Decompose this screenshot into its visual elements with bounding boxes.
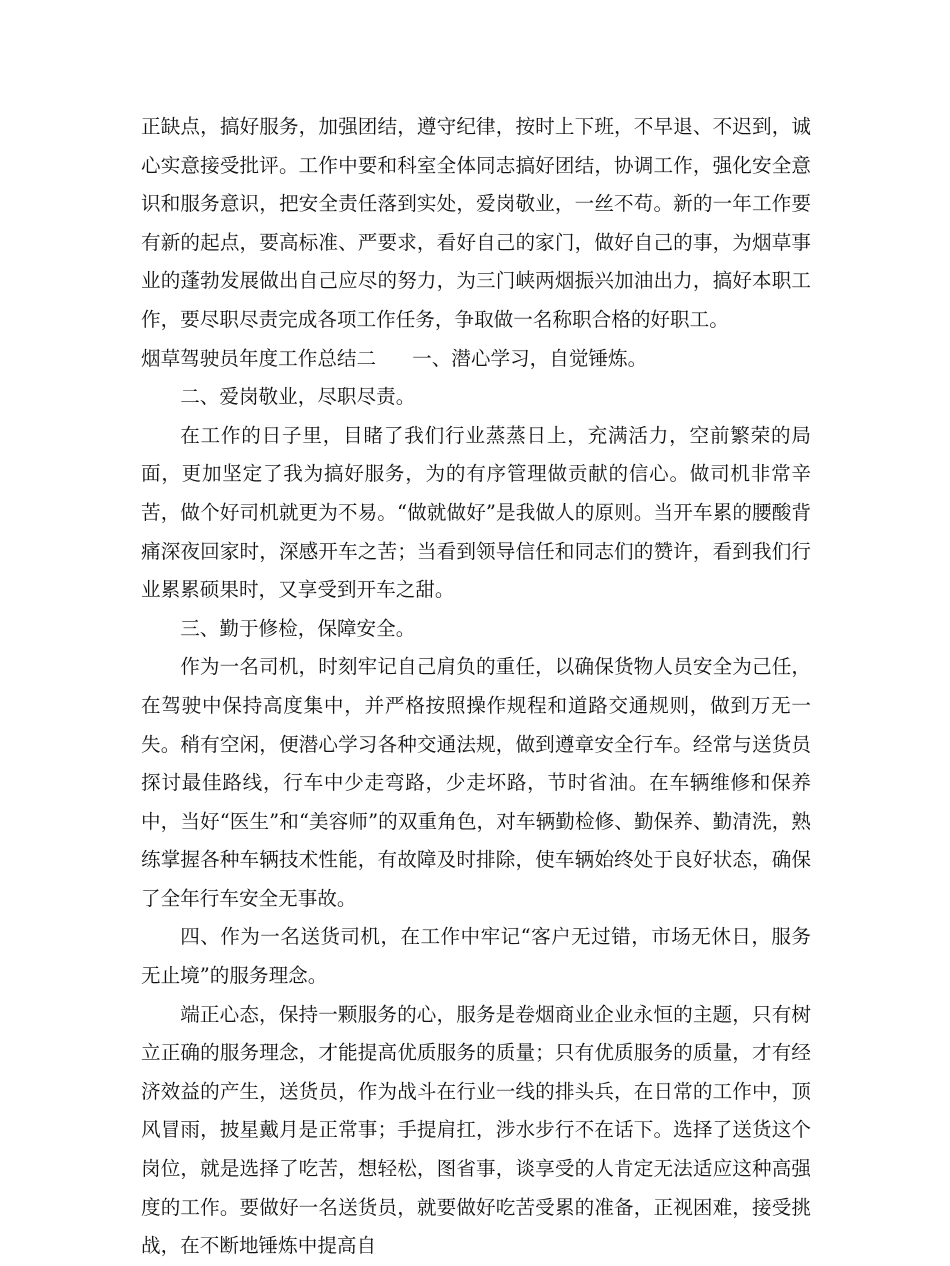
paragraph-driver-duty: 作为一名司机，时刻牢记自己肩负的重任，以确保货物人员安全为己任，在驾驶中保持高度集中，并严格按照操作规程和道路交通规则，做到万无一失。稍有空闲，便潜心学习各种交通法规，做到遵章安全行车。经常与送货员探讨最佳路线，行车中少走弯路，少走坏路，节时省油。在车辆维修和保养中，当好“医生”和“美容师”的双重角色，对车辆勤检修、勤保养、勤清洗，熟练掌握各种车辆技术性能，有故障及时排除，使车辆始终处于良好状态，确保了全年行车安全无事故。: [141, 655, 811, 910]
document-title: 烟草驾驶员年度工作总结二: [141, 346, 377, 370]
subheading-3: 三、勤于修检，保障安全。: [180, 616, 416, 640]
document-body: [141, 108, 811, 1266]
paragraph-work-days: 在工作的日子里，目睹了我们行业蒸蒸日上，充满活力，空前繁荣的局面，更加坚定了我为搞好服务，为的有序管理做贡献的信心。做司机非常辛苦，做个好司机就更为不易。“做就做好”是我做人的原则。当开车累的腰酸背痛深夜回家时，深感开车之苦；当看到领导信任和同志们的赞许，看到我们行业累累硕果时，又享受到开车之甜。: [141, 423, 811, 602]
subheading-1: 一、潜心学习，自觉锤炼。: [412, 346, 648, 370]
section-title-line: [141, 340, 811, 379]
paragraph-service-attitude: 端正心态，保持一颗服务的心，服务是卷烟商业企业永恒的主题，只有树立正确的服务理念，才能提高优质服务的质量；只有优质服务的质量，才有经济效益的产生，送货员，作为战斗在行业一线的排头兵，在日常的工作中，顶风冒雨，披星戴月是正常事；手提肩扛，涉水步行不在话下。选择了送货这个岗位，就是选择了吃苦，想轻松，图省事，谈享受的人肯定无法适应这种高强度的工作。要做好一名送货员，就要做好吃苦受累的准备，正视困难，接受挑战，在不断地锤炼中提高自: [141, 1002, 811, 1258]
subheading-4: 四、作为一名送货司机，在工作中牢记“客户无过错，市场无休日，服务无止境”的服务理念。: [141, 925, 811, 988]
subheading-2: 二、爱岗敬业，尽职尽责。: [180, 385, 416, 409]
paragraph-continuation: 正缺点，搞好服务，加强团结，遵守纪律，按时上下班，不早退、不迟到，诚心实意接受批评。工作中要和科室全体同志搞好团结，协调工作，强化安全意识和服务意识，把安全责任落到实处，爱岗敬业，一丝不苟。新的一年工作要有新的起点，要高标准、严要求，看好自己的家门，做好自己的事，为烟草事业的蓬勃发展做出自己应尽的努力，为三门峡两烟振兴加油出力，搞好本职工作，要尽职尽责完成各项工作任务，争取做一名称职合格的好职工。: [141, 115, 811, 331]
